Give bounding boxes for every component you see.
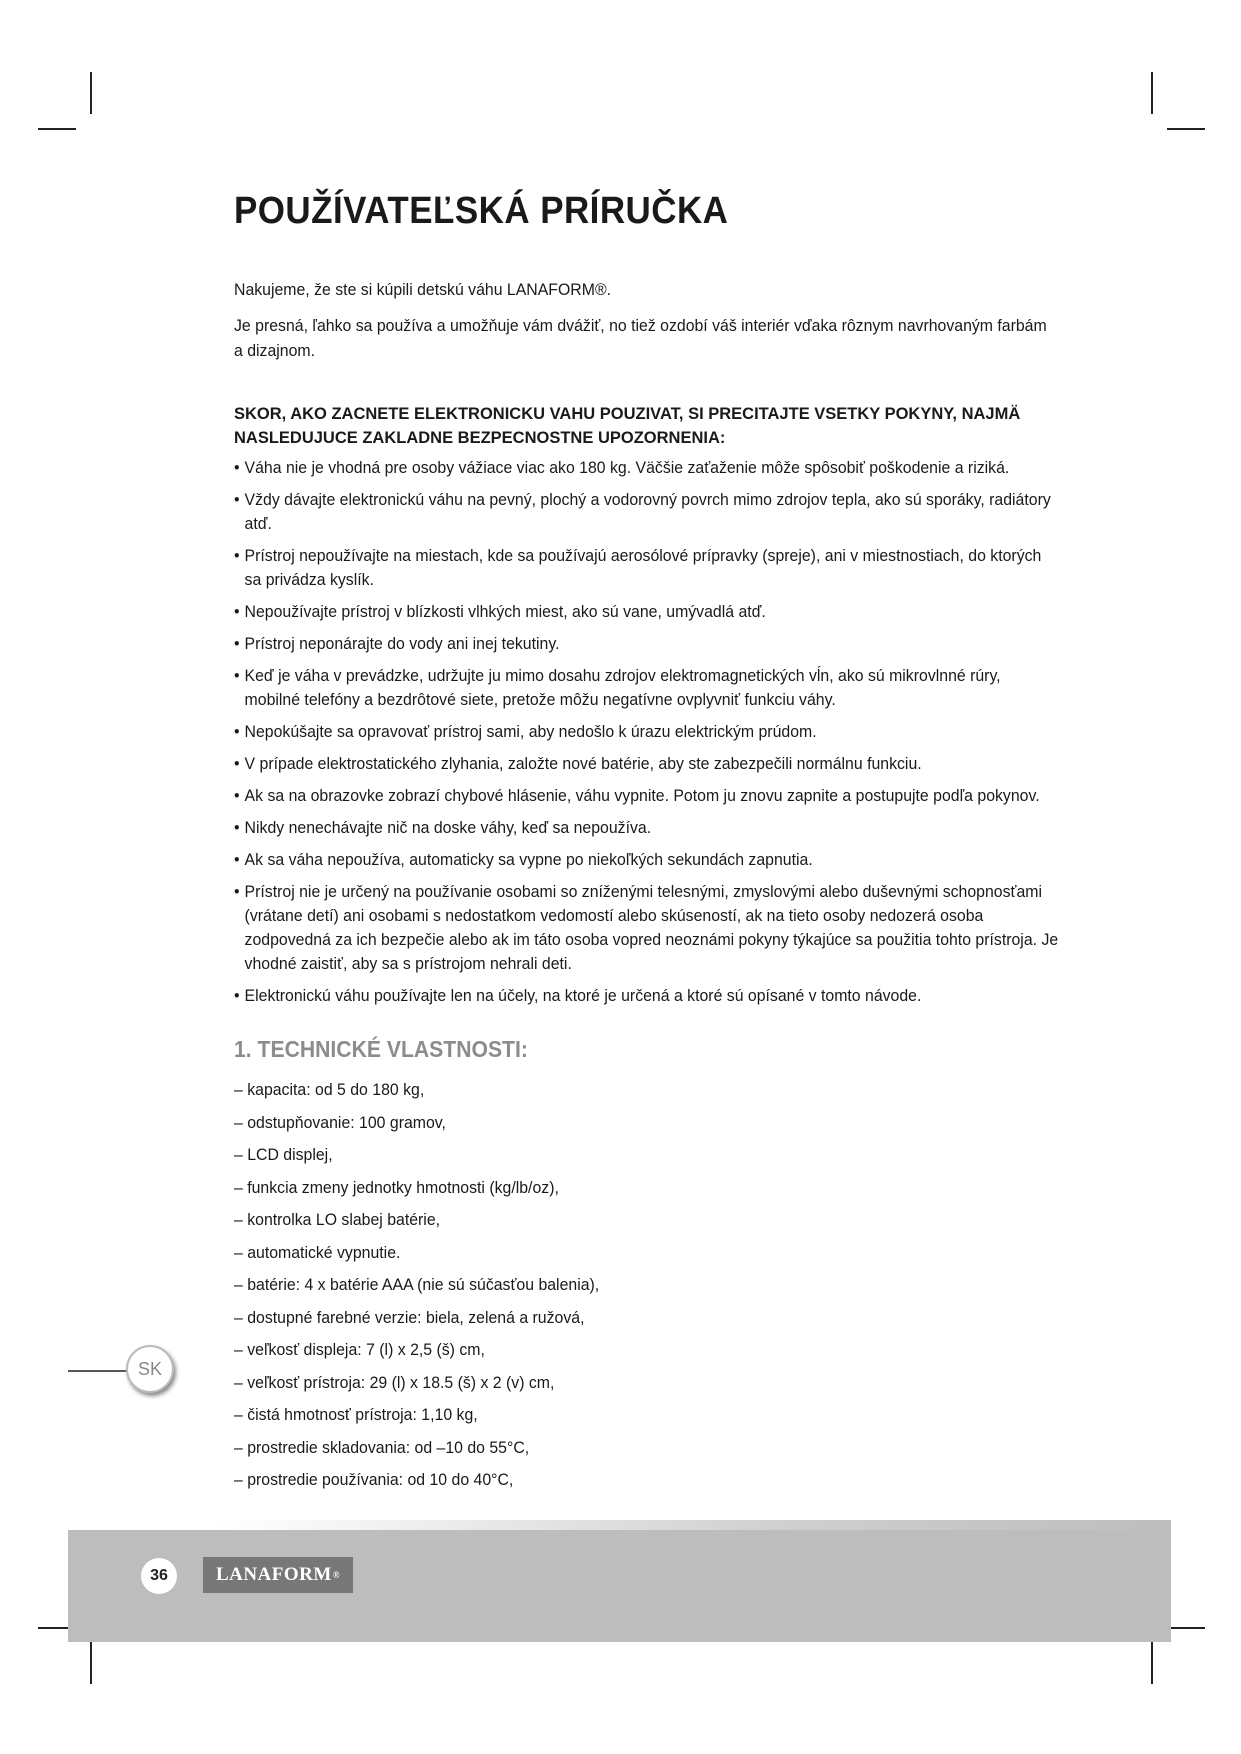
spec-item: – kontrolka LO slabej batérie, — [234, 1211, 441, 1229]
spec-item: – veľkosť displeja: 7 (l) x 2,5 (š) cm, — [234, 1341, 485, 1359]
brand-logo — [203, 1557, 353, 1593]
spec-item: – dostupné farebné verzie: biela, zelená a ružová, — [234, 1308, 585, 1327]
safety-item: • Prístroj nepoužívajte na miestach, kde sa používajú aerosólové prípravky (spreje), ani v miestnostiach, do ktorých sa privádza kyslík. — [234, 544, 1060, 592]
page-number: 36 — [141, 1558, 177, 1594]
crop-mark — [90, 72, 92, 114]
crop-mark — [1167, 128, 1205, 130]
language-badge: SK — [126, 1345, 174, 1393]
safety-item: • Nepoužívajte prístroj v blízkosti vlhkých miest, ako sú vane, umývadlá atď. — [234, 600, 1060, 624]
spec-item: – odstupňovanie: 100 gramov, — [234, 1113, 446, 1132]
intro-paragraph: Nakujeme, že ste si kúpili detskú váhu LANAFORM®. — [234, 281, 612, 299]
spec-item: – LCD displej, — [234, 1146, 333, 1164]
spec-item: – funkcia zmeny jednotky hmotnosti (kg/lb/oz), — [234, 1178, 559, 1197]
safety-item: • Keď je váha v prevádzke, udržujte ju mimo dosahu zdrojov elektromagnetických vĺn, ako sú mikrovlnné rúry, mobilné telefóny a bezdrôtové siete, pretože môžu negatívne ovplyvniť funkciu váhy. — [234, 664, 1060, 712]
spec-item: – kapacita: od 5 do 180 kg, — [234, 1081, 425, 1099]
language-tab-line — [68, 1370, 130, 1372]
safety-item: • Vždy dávajte elektronickú váhu na pevný, plochý a vodorovný povrch mimo zdrojov tepla, ako sú sporáky, radiátory atď. — [234, 488, 1060, 536]
brand-name: LANAFORM — [215, 1564, 332, 1585]
crop-mark — [1151, 72, 1153, 114]
crop-mark — [1151, 1642, 1153, 1684]
spec-item: – čistá hmotnosť prístroja: 1,10 kg, — [234, 1406, 478, 1424]
safety-list — [234, 456, 1094, 1016]
spec-item: – batérie: 4 x batérie AAA (nie sú súčasťou balenia), — [234, 1276, 600, 1294]
safety-item: • Váha nie je vhodná pre osoby vážiace viac ako 180 kg. Väčšie zaťaženie môže spôsobiť poškodenie a riziká. — [234, 456, 1060, 480]
safety-item: • Elektronickú váhu používajte len na účely, na ktoré je určená a ktoré sú opísané v tomto návode. — [234, 984, 1060, 1008]
spec-item: – veľkosť prístroja: 29 (l) x 18.5 (š) x 2 (v) cm, — [234, 1373, 555, 1392]
safety-item: • V prípade elektrostatického zlyhania, založte nové batérie, aby ste zabezpečili normálnu funkciu. — [234, 752, 1060, 776]
spec-item: – automatické vypnutie. — [234, 1243, 401, 1262]
safety-item: • Nikdy nenechávajte nič na doske váhy, keď sa nepoužíva. — [234, 816, 1060, 840]
specs-list — [234, 1078, 614, 1501]
safety-item: • Prístroj neponárajte do vody ani inej tekutiny. — [234, 632, 1060, 656]
safety-item: • Prístroj nie je určený na používanie osobami so zníženými telesnými, zmyslovými alebo duševnými schopnosťami (vrátane detí) ani osobami s nedostatkom vedomostí alebo skúseností, ak na tieto osoby nedozerá osoba zodpovedná za ich bezpečie alebo ak im táto osoba vopred neoznámi pokyny týkajúce sa použitia tohto prístroja. Je vhodné zaistiť, aby sa s prístrojom nehrali deti. — [234, 880, 1060, 976]
spec-item: – prostredie skladovania: od –10 do 55°C, — [234, 1438, 530, 1457]
brand-registered-mark: ® — [332, 1570, 341, 1580]
page-title: POUŽÍVATEĽSKÁ PRÍRUČKA — [234, 190, 729, 232]
section-heading: 1. TECHNICKÉ VLASTNOSTI: — [234, 1036, 528, 1062]
page-content — [234, 190, 1084, 1489]
crop-mark — [1167, 1627, 1205, 1629]
crop-mark — [38, 128, 76, 130]
crop-mark — [90, 1642, 92, 1684]
safety-item: • Nepokúšajte sa opravovať prístroj sami, aby nedošlo k úrazu elektrickým prúdom. — [234, 720, 1060, 744]
safety-warning-heading: SKOR, AKO ZACNETE ELEKTRONICKU VAHU POUZIVAT, SI PRECITAJTE VSETKY POKYNY, NAJMÄ NASLEDUJUCE ZAKLADNE BEZPECNOSTNE UPOZORNENIA: — [234, 405, 1021, 447]
safety-item: • Ak sa na obrazovke zobrazí chybové hlásenie, váhu vypnite. Potom ju znovu zapnite a postupujte podľa pokynov. — [234, 784, 1060, 808]
safety-item: • Ak sa váha nepoužíva, automaticky sa vypne po niekoľkých sekundách zapnutia. — [234, 848, 1060, 872]
intro-paragraph: Je presná, ľahko sa používa a umožňuje vám dvážiť, no tiež ozdobí váš interiér vďaka rôznym navrhovaným farbám a dizajnom. — [234, 317, 1047, 360]
spec-item: – prostredie používania: od 10 do 40°C, — [234, 1471, 514, 1489]
